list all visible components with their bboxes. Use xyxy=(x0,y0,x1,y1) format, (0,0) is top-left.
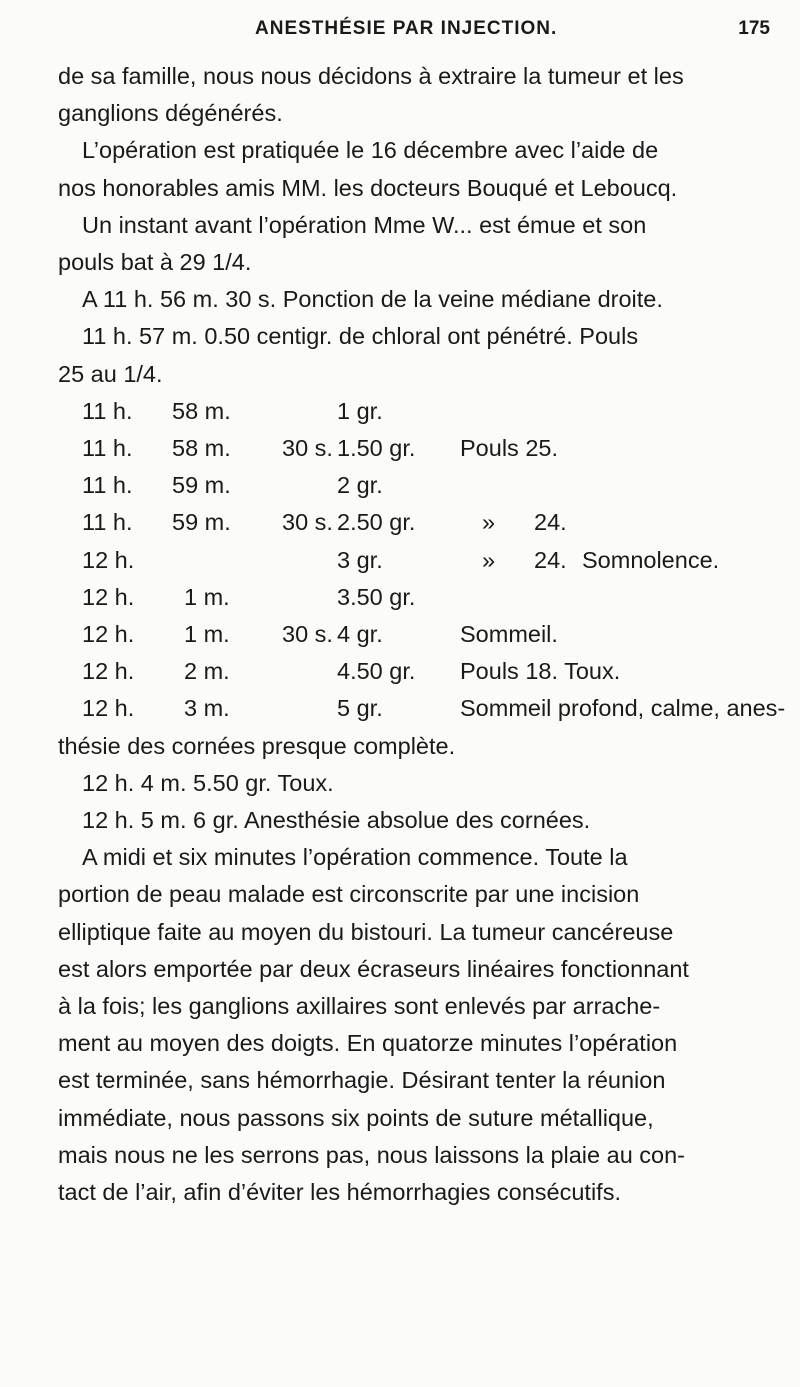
log-dose: 5 gr. xyxy=(337,695,383,722)
log-row xyxy=(82,430,773,467)
text-line: L’opération est pratiquée le 16 décembre avec l’aide de xyxy=(82,137,659,164)
text-line: A 11 h. 56 m. 30 s. Ponction de la veine médiane droite. xyxy=(82,286,663,313)
text-line: mais nous ne les serrons pas, nous laissons la plaie au con- xyxy=(58,1141,686,1168)
page-number: 175 xyxy=(738,18,770,39)
text-line: Un instant avant l’opération Mme W... est émue et son xyxy=(82,211,647,238)
log-hour: 11 h. xyxy=(82,397,133,424)
text-line: pouls bat à 29 1/4. xyxy=(58,249,252,276)
text-line: elliptique faite au moyen du bistouri. La tumeur cancéreuse xyxy=(58,918,674,945)
log-dose: 1.50 gr. xyxy=(337,435,416,462)
log-hour: 12 h. xyxy=(82,583,135,610)
log-minute: 58 m. xyxy=(172,397,231,424)
log-pouls: Sommeil. xyxy=(460,620,558,647)
log-ditto: » xyxy=(482,546,496,573)
log-pouls: Pouls 25. xyxy=(460,435,558,462)
text-line: portion de peau malade est circonscrite par une incision xyxy=(58,881,640,908)
log-dose: 2 gr. xyxy=(337,472,383,499)
log-second: 30 s. xyxy=(282,509,333,536)
running-title: ANESTHÉSIE PAR INJECTION. xyxy=(255,18,558,39)
log-dose: 4.50 gr. xyxy=(337,658,416,685)
log-num: 24. xyxy=(534,509,567,536)
log-row xyxy=(82,653,773,690)
log-minute: 59 m. xyxy=(172,472,231,499)
log-row xyxy=(82,467,773,504)
log-dose: 3.50 gr. xyxy=(337,583,416,610)
text-line: est terminée, sans hémorrhagie. Désirant tenter la réunion xyxy=(58,1067,666,1094)
text-line: est alors emportée par deux écraseurs linéaires fonctionnant xyxy=(58,955,689,982)
after-log-paragraphs xyxy=(58,728,773,1212)
log-dose: 3 gr. xyxy=(337,546,383,573)
dose-log xyxy=(58,393,786,728)
log-minute: 2 m. xyxy=(184,658,230,685)
log-minute: 1 m. xyxy=(184,620,230,647)
log-hour: 12 h. xyxy=(82,546,135,573)
log-minute: 3 m. xyxy=(184,695,230,722)
log-dose: 2.50 gr. xyxy=(337,509,416,536)
text-line: 12 h. 5 m. 6 gr. Anesthésie absolue des cornées. xyxy=(82,806,591,833)
log-hour: 11 h. xyxy=(82,435,133,462)
log-second: 30 s. xyxy=(282,620,333,647)
log-note: Somnolence. xyxy=(582,546,720,573)
log-row xyxy=(82,504,773,541)
body-text xyxy=(58,58,786,1211)
text-line: thésie des cornées presque complète. xyxy=(58,732,456,759)
intro-paragraphs xyxy=(58,58,773,393)
text-line: tact de l’air, afin d’éviter les hémorrhagies consécutifs. xyxy=(58,1178,621,1205)
log-hour: 12 h. xyxy=(82,695,135,722)
text-line: 11 h. 57 m. 0.50 centigr. de chloral ont pénétré. Pouls xyxy=(82,323,639,350)
log-row xyxy=(82,542,773,579)
text-line: 25 au 1/4. xyxy=(58,360,163,387)
log-num: 24. xyxy=(534,546,567,573)
text-line: nos honorables amis MM. les docteurs Bouqué et Leboucq. xyxy=(58,174,678,201)
log-hour: 11 h. xyxy=(82,472,133,499)
log-row xyxy=(82,393,773,430)
log-row xyxy=(82,690,786,727)
log-minute: 59 m. xyxy=(172,509,231,536)
log-row xyxy=(82,616,773,653)
text-line: à la fois; les ganglions axillaires sont enlevés par arrache- xyxy=(58,992,661,1019)
text-line: A midi et six minutes l’opération commence. Toute la xyxy=(82,844,628,871)
log-hour: 12 h. xyxy=(82,658,135,685)
log-hour: 11 h. xyxy=(82,509,133,536)
log-pouls: Sommeil profond, calme, anes- xyxy=(460,695,786,722)
text-line: 12 h. 4 m. 5.50 gr. Toux. xyxy=(82,769,334,796)
text-line: ganglions dégénérés. xyxy=(58,100,283,127)
log-dose: 1 gr. xyxy=(337,397,383,424)
log-second: 30 s. xyxy=(282,435,333,462)
text-line: immédiate, nous passons six points de suture métallique, xyxy=(58,1104,654,1131)
running-header xyxy=(0,18,800,42)
log-ditto: » xyxy=(482,509,496,536)
log-dose: 4 gr. xyxy=(337,620,383,647)
text-line: ment au moyen des doigts. En quatorze minutes l’opération xyxy=(58,1030,678,1057)
log-minute: 58 m. xyxy=(172,435,231,462)
log-hour: 12 h. xyxy=(82,620,135,647)
text-line: de sa famille, nous nous décidons à extraire la tumeur et les xyxy=(58,63,684,89)
log-row xyxy=(82,579,773,616)
log-pouls: Pouls 18. Toux. xyxy=(460,658,621,685)
log-minute: 1 m. xyxy=(184,583,230,610)
